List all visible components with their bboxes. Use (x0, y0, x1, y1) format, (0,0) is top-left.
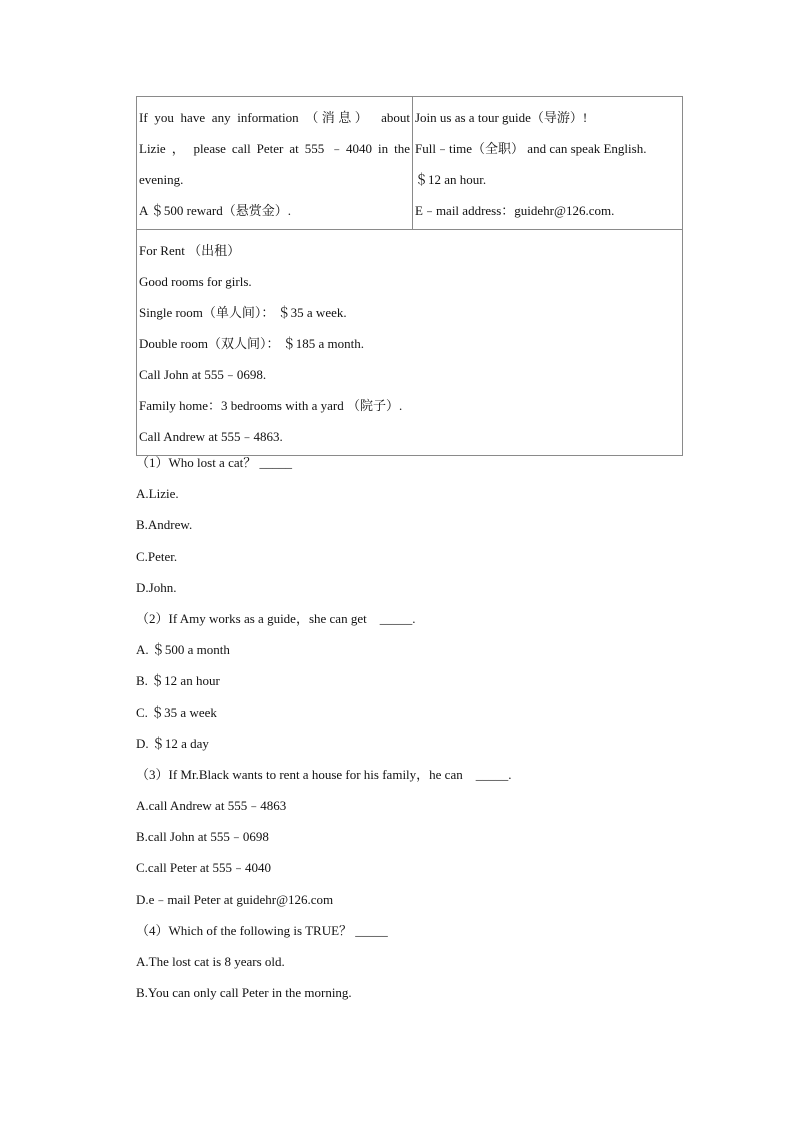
question-1-option-d[interactable]: D.John. (136, 579, 177, 595)
question-3-option-c[interactable]: C.call Peter at 555﹣4040 (136, 860, 272, 876)
for-rent-line-3: Single room（单人间）： ＄35 a week. (139, 305, 347, 320)
question-2-option-c[interactable]: C. ＄35 a week (136, 704, 217, 720)
for-rent-line-4: Double room（双人间）： ＄185 a month. (139, 336, 364, 351)
for-rent-ad (137, 230, 683, 456)
for-rent-line-1: For Rent （出租） (139, 243, 241, 258)
question-1-option-b[interactable]: B.Andrew. (136, 517, 193, 533)
tour-guide-line-3: ＄12 an hour. (415, 172, 487, 187)
tour-guide-line-2: Full﹣time（全职） and can speak English. (415, 141, 647, 156)
tour-guide-ad (413, 97, 683, 230)
lost-cat-line-2: Lizie ， please call Peter at 555 ﹣4040 in the (139, 141, 410, 156)
question-3-option-a[interactable]: A.call Andrew at 555﹣4863 (136, 798, 287, 814)
question-1-option-a[interactable]: A.Lizie. (136, 486, 179, 502)
lost-cat-line-1: If you have any information （消息） about (139, 110, 410, 125)
lost-cat-line-4: A ＄500 reward（悬赏金）. (139, 203, 292, 218)
lost-cat-ad (137, 97, 413, 230)
question-2-stem: （2）If Amy works as a guide，she can get _____. (136, 610, 416, 626)
question-4-option-b[interactable]: B.You can only call Peter in the morning. (136, 985, 352, 1001)
question-1-option-c[interactable]: C.Peter. (136, 548, 178, 564)
question-2-option-a[interactable]: A. ＄500 a month (136, 642, 230, 658)
for-rent-line-2: Good rooms for girls. (139, 274, 252, 289)
for-rent-line-6: Family home：3 bedrooms with a yard （院子）. (139, 398, 403, 413)
ads-table (136, 96, 683, 456)
for-rent-line-7: Call Andrew at 555﹣4863. (139, 429, 283, 444)
ads-row-top (137, 97, 683, 230)
question-2-option-d[interactable]: D. ＄12 a day (136, 735, 209, 751)
ads-row-bottom (137, 230, 683, 456)
tour-guide-line-4: E﹣mail address：guidehr@126.com. (415, 203, 615, 218)
for-rent-line-5: Call John at 555﹣0698. (139, 367, 267, 382)
question-4-stem: （4）Which of the following is TRUE？ _____ (136, 922, 388, 938)
question-1-stem: （1）Who lost a cat？ _____ (136, 455, 292, 470)
tour-guide-line-1: Join us as a tour guide（导游）! (415, 110, 588, 125)
question-4-option-a[interactable]: A.The lost cat is 8 years old. (136, 954, 285, 969)
question-2-option-b[interactable]: B. ＄12 an hour (136, 673, 220, 689)
question-3-option-b[interactable]: B.call John at 555﹣0698 (136, 829, 269, 845)
questions (136, 447, 696, 1008)
question-3-option-d[interactable]: D.e﹣mail Peter at guidehr@126.com (136, 891, 334, 907)
question-3-stem: （3）If Mr.Black wants to rent a house for his family，he can _____. (136, 766, 512, 782)
lost-cat-line-3: evening. (139, 172, 184, 187)
